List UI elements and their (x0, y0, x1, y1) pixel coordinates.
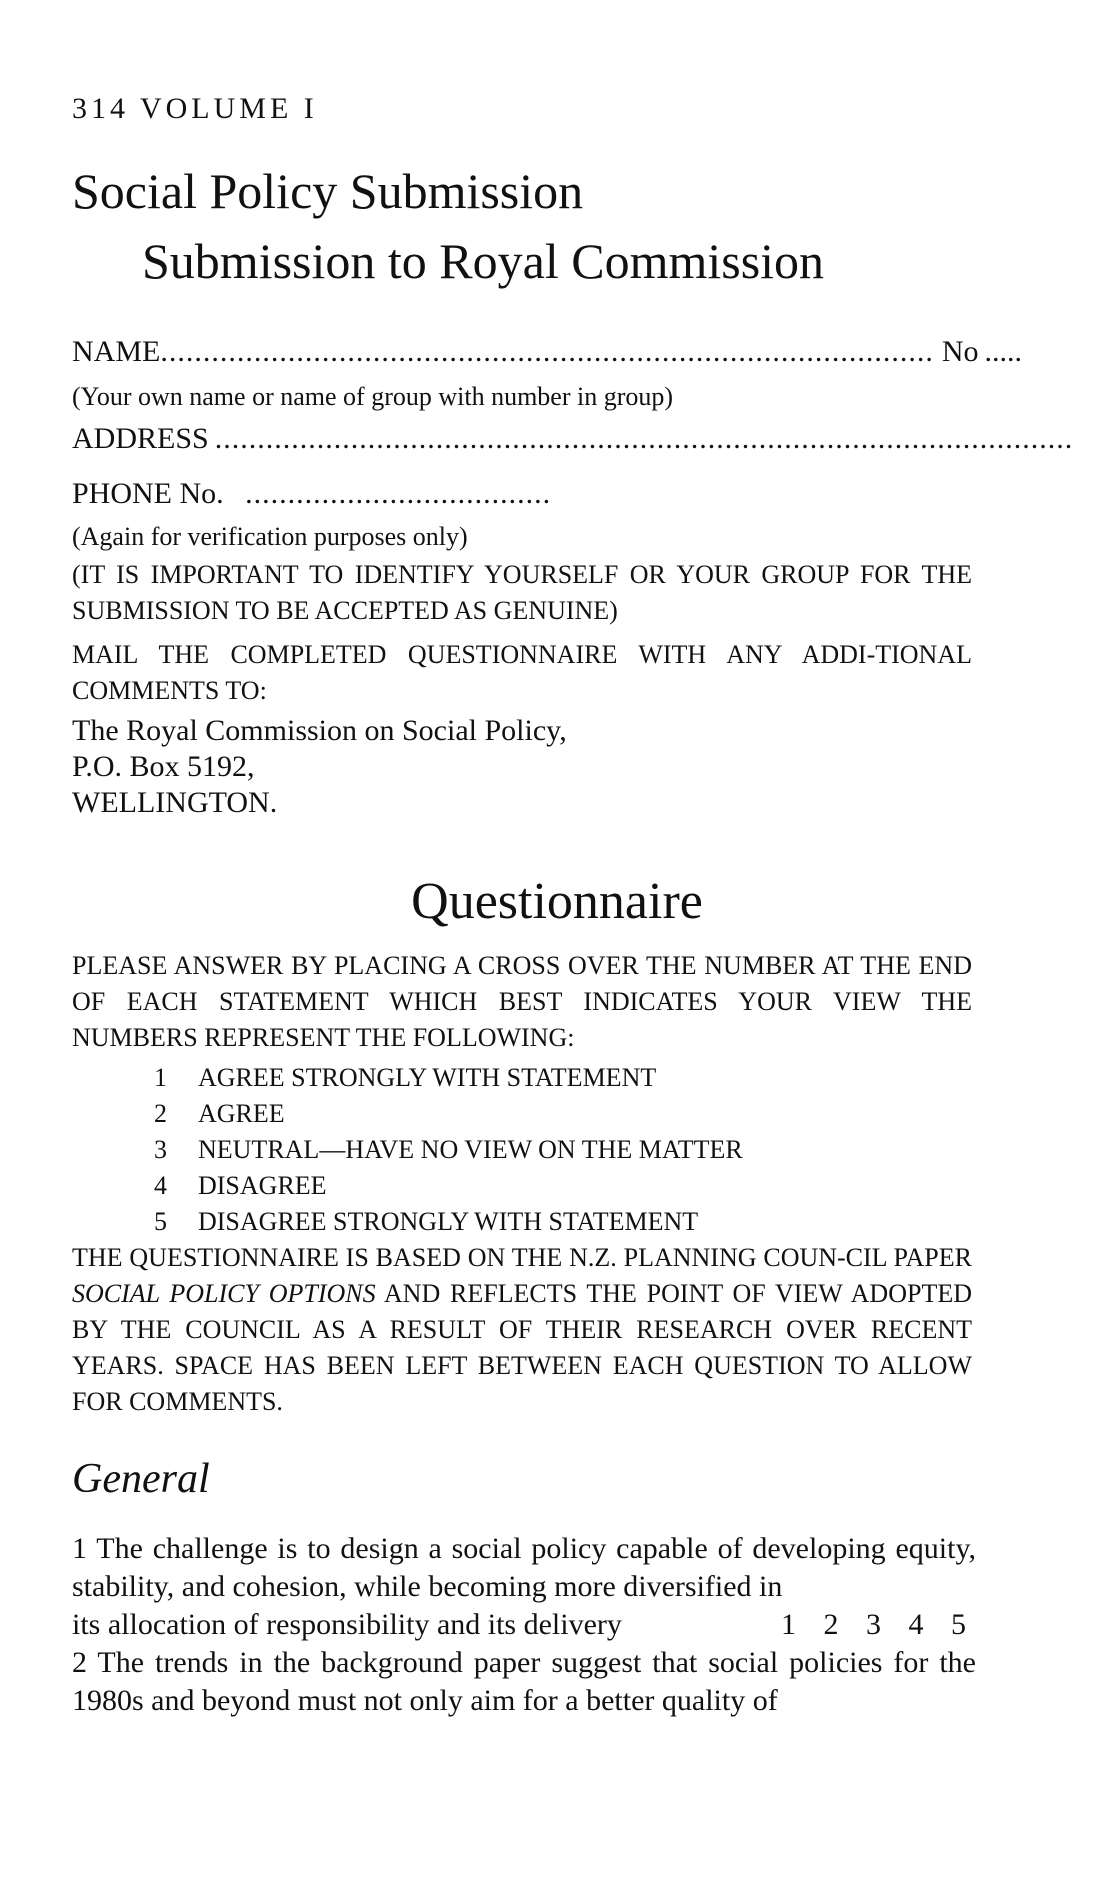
questionnaire-heading: Questionnaire (411, 873, 703, 930)
address-dots[interactable]: ..................................................................................................... (214, 422, 1074, 455)
mail-address-line-3: WELLINGTON. (72, 786, 278, 819)
scale-number: 3 (154, 1135, 167, 1164)
phone-label: PHONE No. (72, 477, 224, 510)
important-note: (IT IS IMPORTANT TO IDENTIFY YOURSELF OR YOUR GROUP FOR THE SUBMISSION TO BE ACCEPTED AS GENUINE) (72, 560, 972, 625)
number-dots[interactable]: ..... (984, 335, 1023, 368)
scale-label: AGREE STRONGLY WITH STATEMENT (198, 1063, 657, 1092)
scale-item-4 (154, 1168, 743, 1204)
scale-number: 1 (154, 1063, 167, 1092)
scale-item-3 (154, 1132, 743, 1168)
address-field-row[interactable] (72, 422, 1074, 456)
running-head: 314 VOLUME I (72, 92, 318, 125)
mail-address-line-2: P.O. Box 5192, (72, 750, 255, 783)
address-label: ADDRESS (72, 422, 209, 455)
scale-label: DISAGREE (198, 1171, 327, 1200)
question-1-answer-row (72, 1606, 976, 1644)
phone-field-row[interactable] (72, 477, 551, 511)
questionnaire-instructions: PLEASE ANSWER BY PLACING A CROSS OVER THE NUMBER AT THE END OF EACH STATEMENT WHICH BEST INDICATES YOUR VIEW THE NUMBERS REPRESENT THE FOLLOWING: (72, 951, 972, 1052)
scale-item-1 (154, 1060, 743, 1096)
name-note: (Your own name or name of group with number in group) (72, 382, 674, 411)
basis-text-post: AND REFLECTS THE POINT OF VIEW ADOPTED BY THE COUNCIL AS A RESULT OF THEIR RESEARCH OVER RECENT YEARS. SPACE HAS BEEN LEFT BETWEEN EACH QUESTION TO ALLOW FOR COMMENTS. (72, 1279, 972, 1416)
name-field-row[interactable] (72, 335, 1023, 369)
scale-item-5 (154, 1204, 743, 1240)
name-label: NAME (72, 335, 161, 368)
question-1 (72, 1530, 976, 1644)
question-1-text-end: its allocation of responsibility and its delivery (72, 1608, 622, 1641)
question-1-scale[interactable]: 1 2 3 4 5 (781, 1608, 976, 1641)
scale-label: NEUTRAL—HAVE NO VIEW ON THE MATTER (198, 1135, 743, 1164)
scale-number: 4 (154, 1171, 167, 1200)
scale-item-2 (154, 1096, 743, 1132)
phone-dots[interactable]: .................................... (245, 477, 552, 510)
scale-number: 5 (154, 1207, 167, 1236)
basis-paper-title: SOCIAL POLICY OPTIONS (72, 1279, 376, 1308)
question-1-text: 1 The challenge is to design a social policy capable of developing equity, stability, and cohesion, while becoming more diversified in (72, 1532, 976, 1603)
basis-text-pre: THE QUESTIONNAIRE IS BASED ON THE N.Z. PLANNING COUN-CIL PAPER (72, 1243, 972, 1272)
scale-label: AGREE (198, 1099, 285, 1128)
page-subtitle: Submission to Royal Commission (142, 233, 825, 289)
question-2-text: 2 The trends in the background paper suggest that social policies for the 1980s and beyond must not only aim for a better quality of (72, 1646, 976, 1717)
scale-legend (154, 1060, 743, 1240)
mail-address (72, 713, 567, 821)
mail-address-line-1: The Royal Commission on Social Policy, (72, 714, 567, 747)
section-heading-general: General (72, 1456, 210, 1502)
scale-number: 2 (154, 1099, 167, 1128)
number-label: No (941, 335, 979, 368)
questionnaire-basis (72, 1240, 972, 1420)
phone-note: (Again for verification purposes only) (72, 522, 468, 551)
mail-instruction: MAIL THE COMPLETED QUESTIONNAIRE WITH ANY ADDI-TIONAL COMMENTS TO: (72, 640, 972, 705)
page-title: Social Policy Submission (72, 163, 584, 219)
name-dots[interactable]: ........................................................................................... (160, 335, 934, 368)
scale-label: DISAGREE STRONGLY WITH STATEMENT (198, 1207, 699, 1236)
